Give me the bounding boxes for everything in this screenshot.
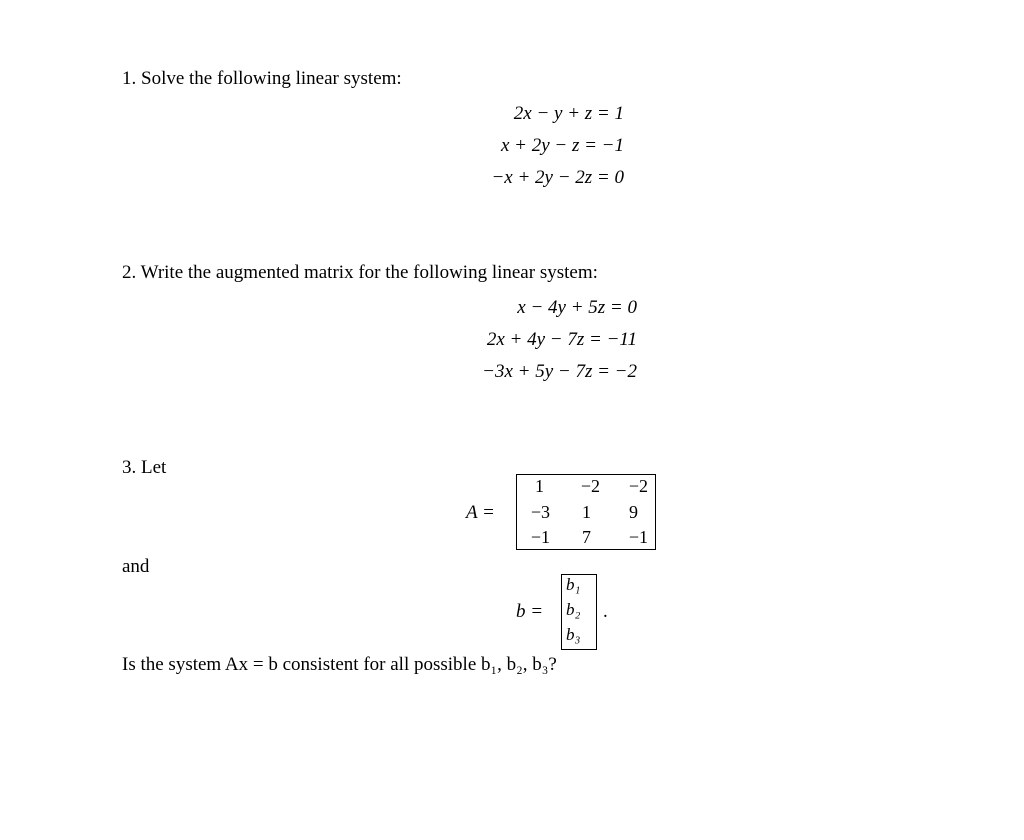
problem-3-heading: 3. Let [122, 457, 167, 478]
matrix-a-cell: −3 [530, 502, 550, 522]
matrix-a-cell: 1 [582, 502, 591, 522]
and-text: and [122, 556, 150, 577]
problem-1-equation: 2x − y + z = 1 [513, 103, 624, 124]
problem-3-question: Is the system Ax = b consistent for all possible b₁, b₂, b₃? [122, 654, 557, 675]
vector-b-label: b = [516, 601, 544, 622]
problem-2-heading: 2. Write the augmented matrix for the following linear system: [122, 262, 598, 283]
vector-b-entry: b₁ [566, 575, 581, 594]
problem-1-equation: −x + 2y − 2z = 0 [491, 167, 624, 188]
matrix-a-cell: 7 [582, 527, 591, 547]
vector-b-entry: b₃ [566, 625, 581, 644]
matrix-a-cell: −1 [628, 527, 648, 547]
matrix-a-cell: −2 [580, 476, 600, 496]
problem-2-equation: −3x + 5y − 7z = −2 [482, 361, 637, 382]
problem-1-heading: 1. Solve the following linear system: [122, 68, 402, 89]
problem-2-equation: 2x + 4y − 7z = −11 [486, 329, 637, 350]
matrix-a-label: A = [466, 502, 495, 523]
vector-b-entry: b₂ [566, 600, 581, 619]
problem-2-equation: x − 4y + 5z = 0 [517, 297, 637, 318]
problem-1-equation: x + 2y − z = −1 [500, 135, 624, 156]
matrix-a-cell: −1 [530, 527, 550, 547]
vector-b-period: . [603, 601, 608, 622]
matrix-a-cell: −2 [628, 476, 648, 496]
matrix-a-cell: 9 [629, 502, 638, 522]
matrix-a-cell: 1 [535, 476, 544, 496]
